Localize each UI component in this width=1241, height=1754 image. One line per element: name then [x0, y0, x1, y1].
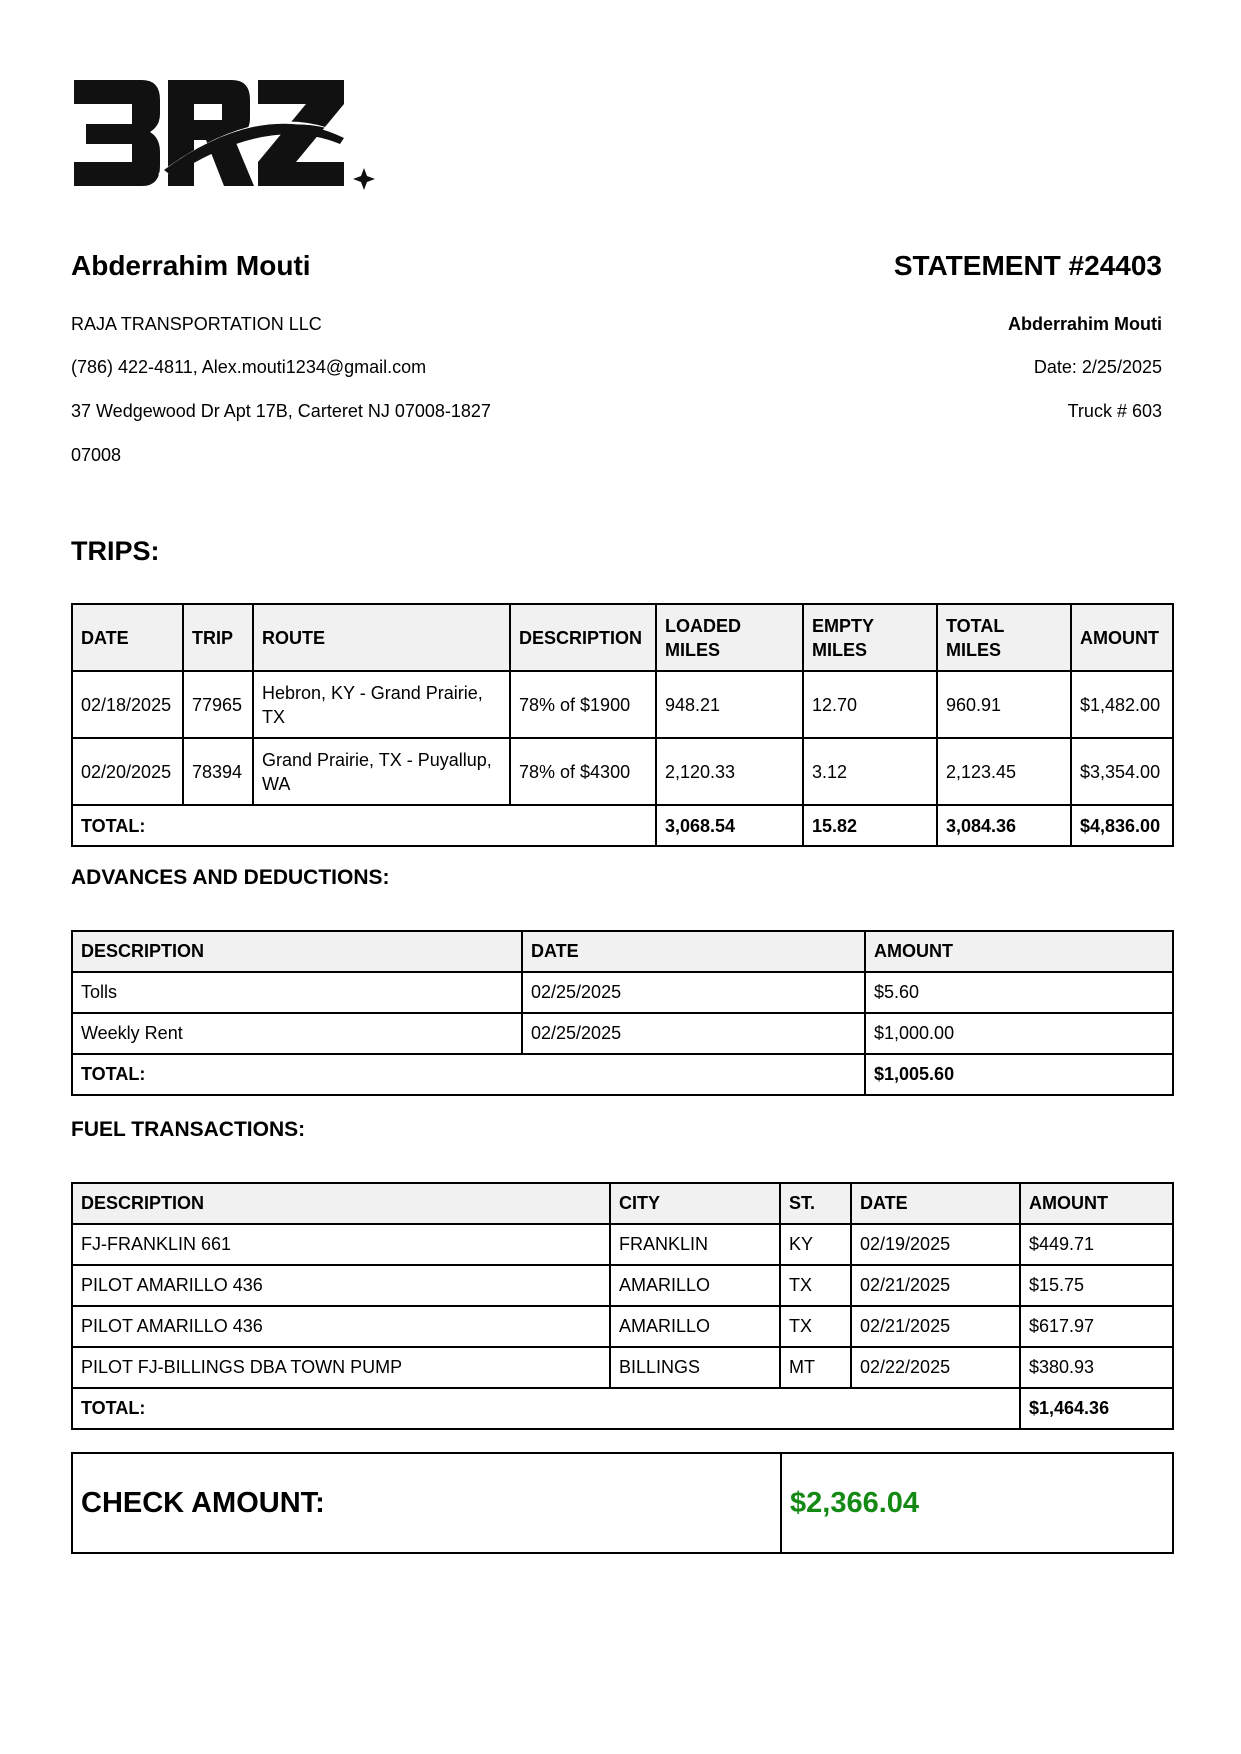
total-label: TOTAL:: [72, 1054, 865, 1095]
total-amount: $1,464.36: [1020, 1388, 1173, 1429]
zip-line: 07008: [71, 445, 122, 465]
contact-line: (786) 422-4811, Alex.mouti1234@gmail.com: [71, 357, 427, 377]
col-trip: TRIP: [183, 604, 253, 671]
table-row: [72, 1265, 1173, 1306]
cell-loaded-miles: 2,120.33: [656, 738, 803, 805]
check-amount-label: CHECK AMOUNT:: [72, 1453, 781, 1553]
cell-date: 02/22/2025: [851, 1347, 1020, 1388]
statement-title: STATEMENT #24403: [893, 250, 1162, 281]
check-amount-box: [71, 1452, 1174, 1554]
check-amount-value: $2,366.04: [781, 1453, 1173, 1553]
col-date: DATE: [851, 1183, 1020, 1224]
company-name: RAJA TRANSPORTATION LLC: [71, 314, 322, 334]
total-label: TOTAL:: [72, 805, 656, 846]
table-row: [72, 738, 1173, 805]
cell-amount: $617.97: [1020, 1306, 1173, 1347]
cell-total-miles: 2,123.45: [937, 738, 1071, 805]
col-state: ST.: [780, 1183, 851, 1224]
cell-city: FRANKLIN: [610, 1224, 780, 1265]
cell-amount: $380.93: [1020, 1347, 1173, 1388]
cell-description: 78% of $4300: [510, 738, 656, 805]
cell-trip: 78394: [183, 738, 253, 805]
cell-description: PILOT AMARILLO 436: [72, 1265, 610, 1306]
cell-description: PILOT FJ-BILLINGS DBA TOWN PUMP: [72, 1347, 610, 1388]
col-description: DESCRIPTION: [72, 1183, 610, 1224]
cell-description: Tolls: [72, 972, 522, 1013]
cell-city: AMARILLO: [610, 1306, 780, 1347]
cell-amount: $1,000.00: [865, 1013, 1173, 1054]
advances-title: ADVANCES AND DEDUCTIONS:: [71, 866, 390, 889]
cell-city: AMARILLO: [610, 1265, 780, 1306]
truck-number: Truck # 603: [1067, 401, 1162, 421]
cell-city: BILLINGS: [610, 1347, 780, 1388]
trips-title: TRIPS:: [71, 536, 160, 566]
table-header-row: [72, 604, 1173, 671]
col-city: CITY: [610, 1183, 780, 1224]
cell-amount: $15.75: [1020, 1265, 1173, 1306]
check-row: [72, 1453, 1173, 1553]
table-row: [72, 1306, 1173, 1347]
cell-amount: $449.71: [1020, 1224, 1173, 1265]
cell-total-miles: 960.91: [937, 671, 1071, 738]
table-row: [72, 972, 1173, 1013]
cell-description: PILOT AMARILLO 436: [72, 1306, 610, 1347]
fuel-total-row: [72, 1388, 1173, 1429]
cell-trip: 77965: [183, 671, 253, 738]
total-total-miles: 3,084.36: [937, 805, 1071, 846]
col-date: DATE: [522, 931, 865, 972]
total-loaded-miles: 3,068.54: [656, 805, 803, 846]
table-row: [72, 671, 1173, 738]
cell-date: 02/25/2025: [522, 972, 865, 1013]
trips-total-row: [72, 805, 1173, 846]
statement-date: Date: 2/25/2025: [1033, 357, 1162, 377]
driver-name: Abderrahim Mouti: [71, 250, 311, 281]
cell-state: TX: [780, 1306, 851, 1347]
cell-state: TX: [780, 1265, 851, 1306]
col-amount: AMOUNT: [1020, 1183, 1173, 1224]
cell-date: 02/21/2025: [851, 1265, 1020, 1306]
col-total-miles: TOTAL MILES: [937, 604, 1071, 671]
table-row: [72, 1347, 1173, 1388]
total-label: TOTAL:: [72, 1388, 1020, 1429]
fuel-title: FUEL TRANSACTIONS:: [71, 1118, 306, 1141]
cell-route: Hebron, KY - Grand Prairie, TX: [253, 671, 510, 738]
cell-description: Weekly Rent: [72, 1013, 522, 1054]
cell-date: 02/19/2025: [851, 1224, 1020, 1265]
cell-date: 02/18/2025: [72, 671, 183, 738]
cell-route: Grand Prairie, TX - Puyallup, WA: [253, 738, 510, 805]
total-amount: $4,836.00: [1071, 805, 1173, 846]
cell-amount: $5.60: [865, 972, 1173, 1013]
cell-empty-miles: 12.70: [803, 671, 937, 738]
cell-loaded-miles: 948.21: [656, 671, 803, 738]
statement-driver: Abderrahim Mouti: [1007, 314, 1162, 334]
brz-logo: [72, 78, 382, 193]
advances-table: [71, 930, 1174, 1096]
cell-description: 78% of $1900: [510, 671, 656, 738]
total-empty-miles: 15.82: [803, 805, 937, 846]
col-amount: AMOUNT: [1071, 604, 1173, 671]
cell-empty-miles: 3.12: [803, 738, 937, 805]
total-amount: $1,005.60: [865, 1054, 1173, 1095]
table-row: [72, 1013, 1173, 1054]
address-line: 37 Wedgewood Dr Apt 17B, Carteret NJ 07008-1827: [71, 401, 491, 421]
col-empty-miles: EMPTY MILES: [803, 604, 937, 671]
cell-date: 02/20/2025: [72, 738, 183, 805]
col-route: ROUTE: [253, 604, 510, 671]
table-header-row: [72, 931, 1173, 972]
col-description: DESCRIPTION: [72, 931, 522, 972]
trips-table: [71, 603, 1174, 847]
col-loaded-miles: LOADED MILES: [656, 604, 803, 671]
col-description: DESCRIPTION: [510, 604, 656, 671]
cell-description: FJ-FRANKLIN 661: [72, 1224, 610, 1265]
cell-amount: $1,482.00: [1071, 671, 1173, 738]
cell-date: 02/25/2025: [522, 1013, 865, 1054]
cell-amount: $3,354.00: [1071, 738, 1173, 805]
fuel-table: [71, 1182, 1174, 1430]
table-row: [72, 1224, 1173, 1265]
advances-total-row: [72, 1054, 1173, 1095]
cell-state: KY: [780, 1224, 851, 1265]
cell-date: 02/21/2025: [851, 1306, 1020, 1347]
cell-state: MT: [780, 1347, 851, 1388]
table-header-row: [72, 1183, 1173, 1224]
col-amount: AMOUNT: [865, 931, 1173, 972]
col-date: DATE: [72, 604, 183, 671]
